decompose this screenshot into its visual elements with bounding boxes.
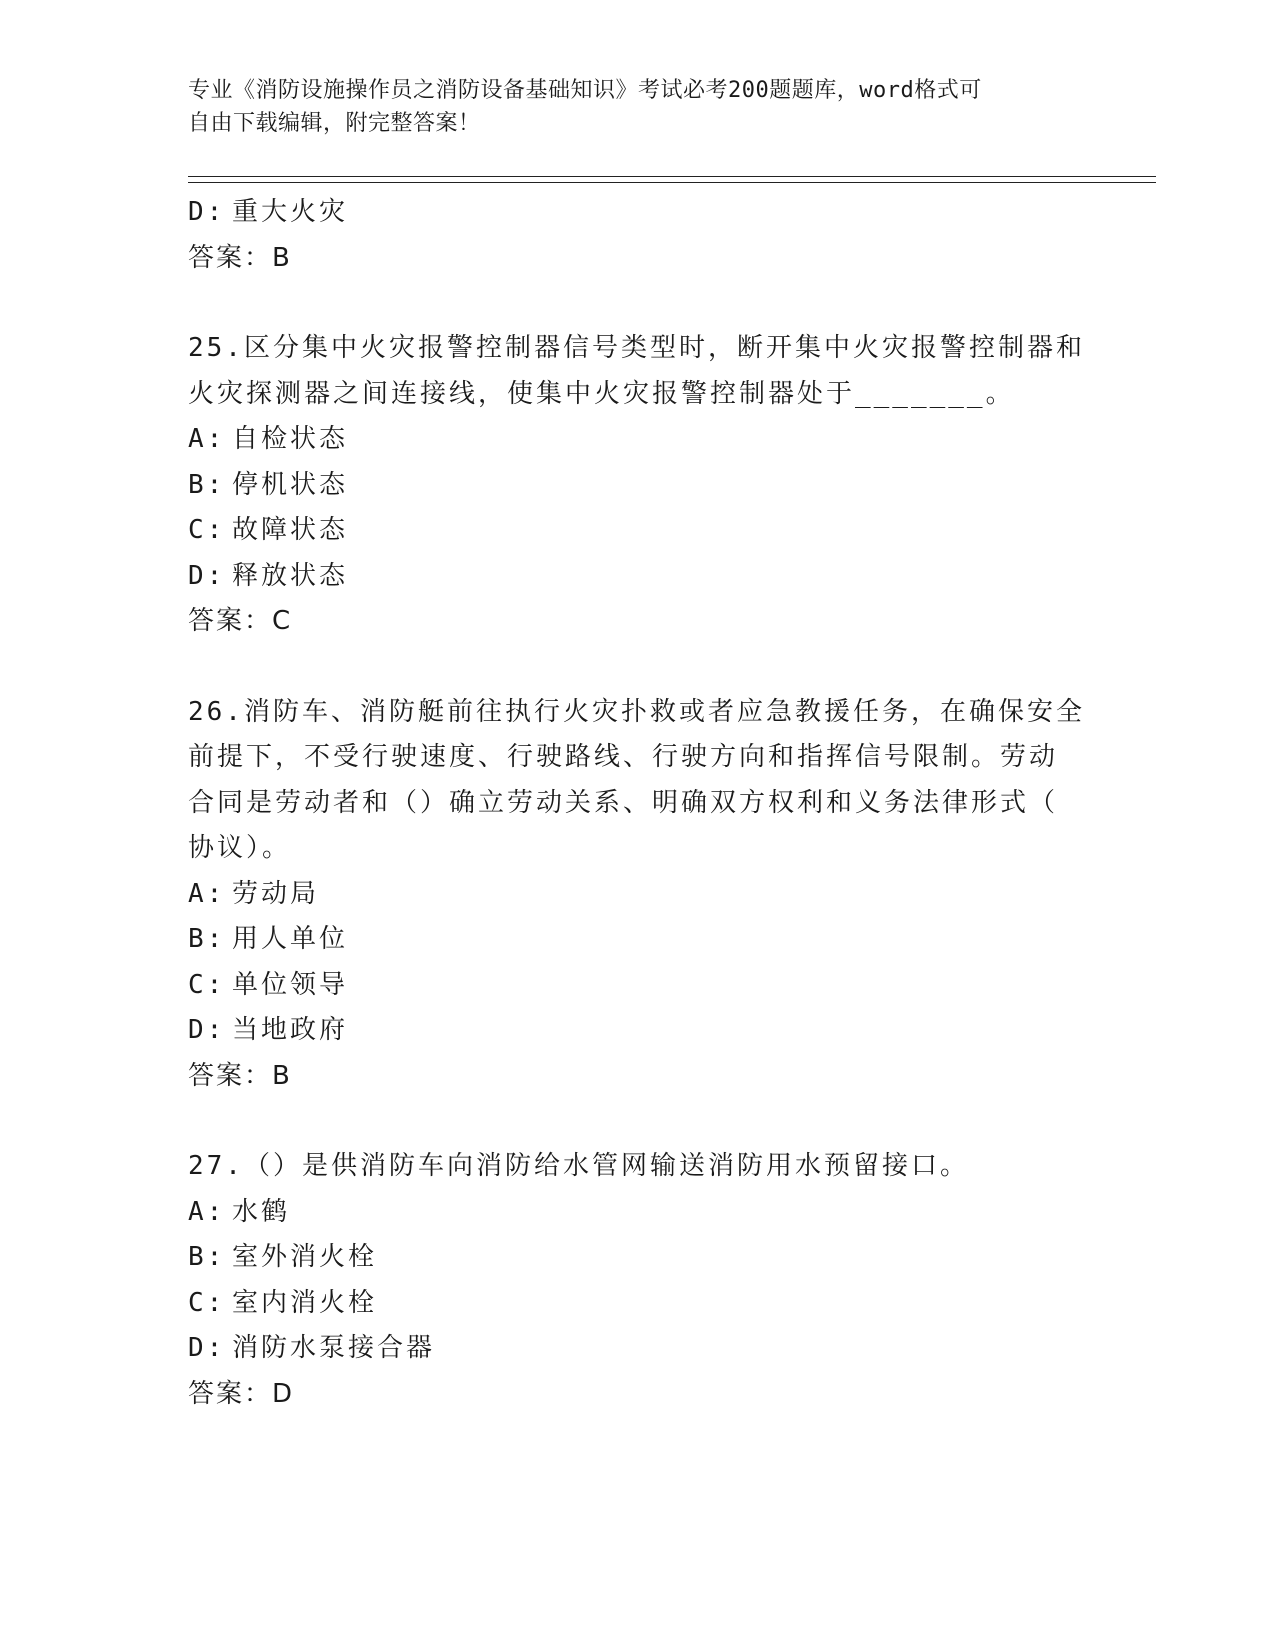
- option-d: [188, 190, 1088, 236]
- option-text: 当地政府: [232, 1015, 349, 1045]
- question-text-line: 合同是劳动者和（）确立劳动关系、明确双方权利和义务法律形式（: [188, 787, 1059, 818]
- option-c: [188, 1281, 1088, 1327]
- option-label: B:: [188, 1242, 226, 1272]
- question-text-line: 前提下，不受行驶速度、行驶路线、行驶方向和指挥信号限制。劳动: [188, 742, 1059, 772]
- answer-line: 答案：B: [188, 242, 292, 273]
- option-text: 用人单位: [232, 924, 349, 954]
- question-26: [188, 690, 1088, 1100]
- question-27: [188, 1144, 1088, 1417]
- header-divider-top: [188, 176, 1156, 177]
- option-text: 单位领导: [232, 969, 349, 1000]
- option-d: [188, 554, 1088, 600]
- question-text-line: 26.消防车、消防艇前往执行火灾扑救或者应急教援任务，在确保安全: [188, 696, 1085, 727]
- question-text-line: 27.（）是供消防车向消防给水管网输送消防用水预留接口。: [188, 1151, 969, 1181]
- option-text: 水鹤: [232, 1196, 291, 1227]
- option-label: A:: [188, 878, 226, 909]
- page-header: [188, 74, 1088, 140]
- option-text: 自检状态: [232, 424, 349, 454]
- header-line-1: 专业《消防设施操作员之消防设备基础知识》考试必考200题题库，word格式可: [188, 78, 982, 103]
- option-label: D:: [188, 1333, 226, 1363]
- previous-question-tail: [188, 190, 1088, 281]
- option-text: 室内消火栓: [232, 1287, 378, 1318]
- option-label: C:: [188, 1287, 226, 1318]
- option-a: [188, 1190, 1088, 1236]
- option-text: 室外消火栓: [232, 1242, 378, 1272]
- option-text: 释放状态: [232, 560, 349, 591]
- option-label: D:: [188, 197, 226, 227]
- option-label: D:: [188, 1015, 226, 1045]
- question-text-line: 火灾探测器之间连接线，使集中火灾报警控制器处于_______。: [188, 378, 1015, 409]
- option-text: 重大火灾: [232, 197, 349, 227]
- option-text: 停机状态: [232, 469, 349, 500]
- answer-line: 答案：C: [188, 606, 293, 636]
- option-label: A:: [188, 1196, 226, 1227]
- option-text: 消防水泵接合器: [232, 1333, 436, 1363]
- document-body: [188, 190, 1088, 1417]
- option-label: D:: [188, 560, 226, 591]
- option-c: [188, 508, 1088, 554]
- header-line-2: 自由下载编辑，附完整答案！: [188, 111, 481, 136]
- option-text: 故障状态: [232, 515, 349, 545]
- option-label: B:: [188, 924, 226, 954]
- option-b: [188, 1235, 1088, 1281]
- question-text-line: 25.区分集中火灾报警控制器信号类型时，断开集中火灾报警控制器和: [188, 333, 1085, 363]
- option-label: C:: [188, 969, 226, 1000]
- header-divider-bottom: [188, 182, 1156, 183]
- option-label: A:: [188, 424, 226, 454]
- answer-line: 答案：D: [188, 1378, 295, 1409]
- option-b: [188, 917, 1088, 963]
- option-text: 劳动局: [232, 878, 320, 909]
- option-a: [188, 417, 1088, 463]
- option-b: [188, 463, 1088, 509]
- answer-line: 答案：B: [188, 1060, 292, 1091]
- option-d: [188, 1326, 1088, 1372]
- option-label: B:: [188, 469, 226, 500]
- option-label: C:: [188, 515, 226, 545]
- question-25: [188, 326, 1088, 645]
- option-d: [188, 1008, 1088, 1054]
- option-a: [188, 872, 1088, 918]
- question-text-line: 协议）。: [188, 833, 292, 863]
- option-c: [188, 963, 1088, 1009]
